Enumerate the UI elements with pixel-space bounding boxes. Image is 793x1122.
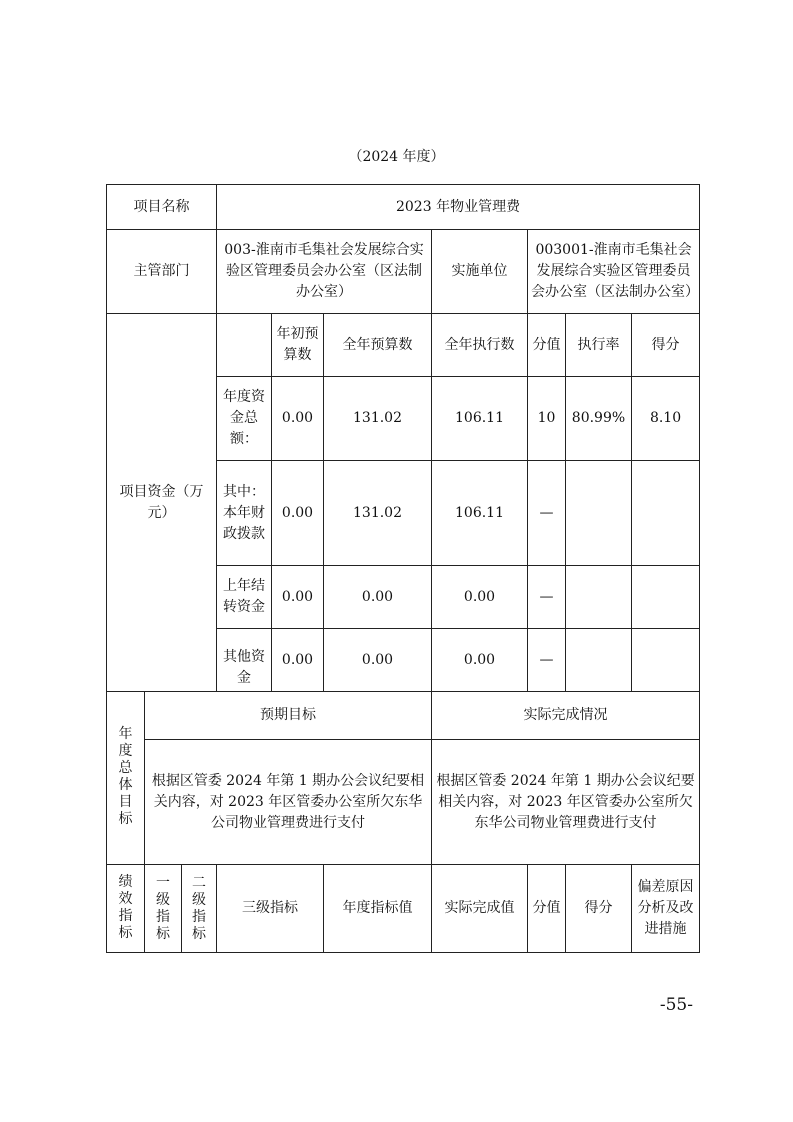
funds-row-weight: — (528, 461, 566, 566)
report-year: （2024 年度） (348, 149, 445, 165)
funds-row-label: 上年结转资金 (217, 566, 272, 629)
indicators-label: 绩效指标 (118, 873, 133, 941)
project-name-value: 2023 年物业管理费 (217, 185, 700, 230)
goals-label-cell (107, 692, 145, 865)
department-value: 003-淮南市毛集社会发展综合实验区管理委员会办公室（区法制办公室） (217, 230, 432, 314)
funds-row-rate: 80.99% (566, 377, 632, 461)
header-annual-budget: 全年预算数 (324, 314, 432, 377)
funds-row-label: 年度资金总额： (217, 377, 272, 461)
level3-indicator-header: 三级指标 (217, 865, 324, 953)
funds-row-annual: 131.02 (324, 377, 432, 461)
actual-completion-header: 实际完成情况 (432, 692, 700, 740)
funds-row-executed: 106.11 (432, 377, 528, 461)
goals-header-row (107, 692, 700, 740)
funds-row-weight: — (528, 566, 566, 629)
project-name-label: 项目名称 (107, 185, 217, 230)
goals-content-row (107, 740, 700, 865)
level2-cell (182, 865, 216, 952)
level1-cell (145, 865, 182, 952)
department-row (107, 230, 700, 314)
funds-row-initial: 0.00 (272, 566, 324, 629)
funds-row-initial: 0.00 (272, 461, 324, 566)
actual-value-header: 实际完成值 (432, 865, 528, 953)
funds-row-label: 其他资金 (217, 629, 272, 692)
implementing-unit-value: 003001-淮南市毛集社会发展综合实验区管理委员会办公室（区法制办公室） (528, 230, 700, 314)
funds-row-score: 8.10 (632, 377, 700, 461)
funds-label: 项目资金（万元） (107, 314, 217, 692)
actual-completion-text: 根据区管委 2024 年第 1 期办公会议纪要相关内容，对 2023 年区管委办公室所欠东华公司物业管理费进行支付 (432, 740, 700, 865)
funds-row-initial: 0.00 (272, 377, 324, 461)
header-execution-rate: 执行率 (566, 314, 632, 377)
level2-indicator-header: 二级指标 (192, 874, 206, 942)
funds-row-weight: 10 (528, 377, 566, 461)
funds-header-row (107, 314, 700, 377)
funds-row-executed: 0.00 (432, 629, 528, 692)
indicator-weight-header: 分值 (528, 865, 566, 953)
goals-label: 年度总体目标 (118, 726, 133, 827)
header-score-weight: 分值 (528, 314, 566, 377)
project-name-row (107, 185, 700, 230)
funds-row-rate (566, 566, 632, 629)
funds-row-score (632, 461, 700, 566)
level1-indicator-header: 一级指标 (156, 874, 170, 942)
funds-row-executed: 106.11 (432, 461, 528, 566)
implementing-unit-label: 实施单位 (432, 230, 528, 314)
indicator-levels-cell (145, 865, 217, 953)
header-score: 得分 (632, 314, 700, 377)
indicators-header-row (107, 865, 700, 953)
funds-row-annual: 131.02 (324, 461, 432, 566)
funds-row-weight: — (528, 629, 566, 692)
department-label: 主管部门 (107, 230, 217, 314)
funds-row-rate (566, 629, 632, 692)
indicator-score-header: 得分 (566, 865, 632, 953)
header-annual-executed: 全年执行数 (432, 314, 528, 377)
funds-row-score (632, 566, 700, 629)
expected-goal-header: 预期目标 (145, 692, 432, 740)
funds-row-label: 其中：本年财政拨款 (217, 461, 272, 566)
deviation-analysis-header: 偏差原因分析及改进措施 (632, 865, 700, 953)
indicators-label-cell (107, 865, 145, 953)
page-number: -55- (659, 995, 693, 1015)
funds-header-blank (217, 314, 272, 377)
funds-row-score (632, 629, 700, 692)
performance-table (106, 184, 700, 953)
funds-row-rate (566, 461, 632, 566)
funds-row-initial: 0.00 (272, 629, 324, 692)
header-initial-budget: 年初预算数 (272, 314, 324, 377)
funds-row-annual: 0.00 (324, 629, 432, 692)
funds-row-annual: 0.00 (324, 566, 432, 629)
funds-row-executed: 0.00 (432, 566, 528, 629)
annual-target-header: 年度指标值 (324, 865, 432, 953)
expected-goal-text: 根据区管委 2024 年第 1 期办公会议纪要相关内容，对 2023 年区管委办公室所欠东华公司物业管理费进行支付 (145, 740, 432, 865)
